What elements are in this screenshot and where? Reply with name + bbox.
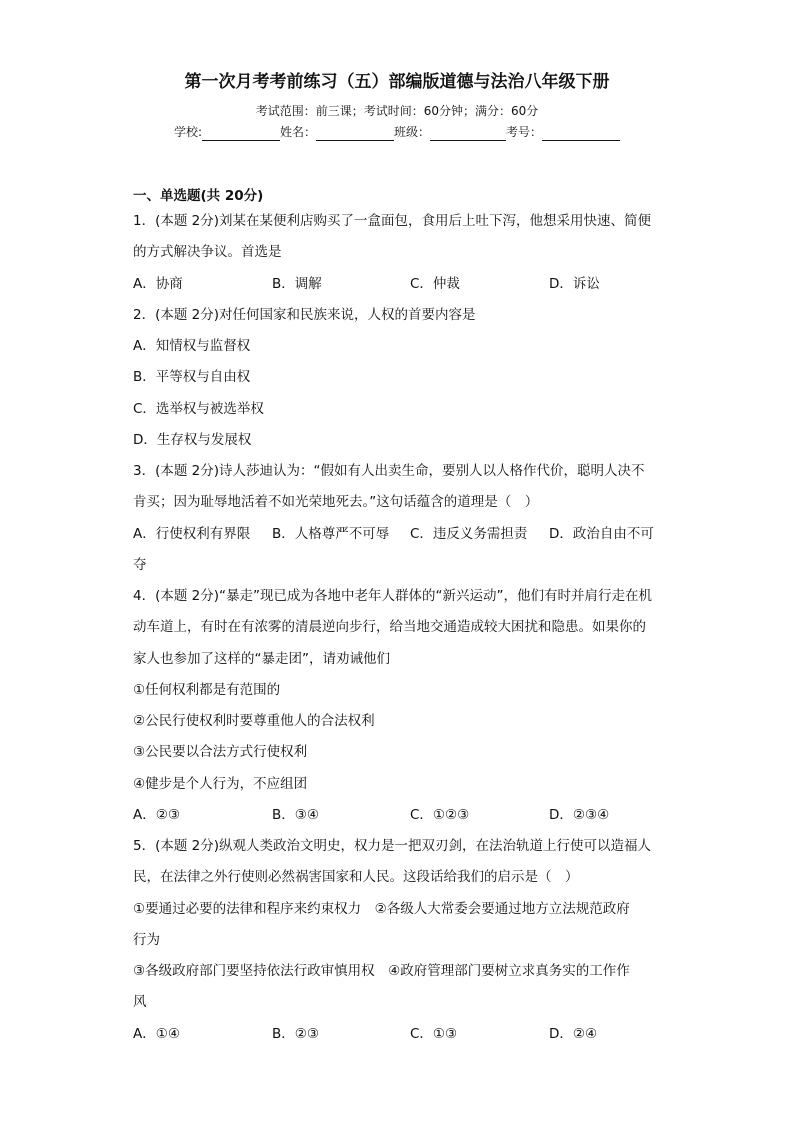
q2-option-a[interactable]: A．知情权与监督权 <box>133 338 251 354</box>
q2-option-c[interactable]: C．选举权与被选举权 <box>133 401 264 417</box>
question-1-line: 1．(本题 2分)刘某在某便利店购买了一盒面包，食用后上吐下泻，他想采用快速、简便 <box>133 213 652 229</box>
student-info-line <box>0 123 794 141</box>
question-1-line: 的方式解决争议。首选是 <box>133 244 282 260</box>
q5-option-a[interactable]: A．①④ <box>133 1026 180 1042</box>
school-blank[interactable] <box>202 126 280 141</box>
question-3-line: 3．(本题 2分)诗人莎迪认为：“假如有人出卖生命，要别人以人格作代价，聪明人决不 <box>133 463 645 479</box>
question-5-statement: 行为 <box>133 932 160 948</box>
q5-option-d[interactable]: D．②④ <box>549 1026 598 1042</box>
number-label: 考号： <box>506 125 543 139</box>
q1-option-c[interactable]: C．仲裁 <box>410 276 460 292</box>
q4-option-b[interactable]: B．③④ <box>272 807 319 823</box>
q3-option-b[interactable]: B．人格尊严不可辱 <box>272 526 390 542</box>
question-4-line: 家人也参加了这样的“暴走团”，请劝诫他们 <box>133 651 390 667</box>
q2-option-d[interactable]: D．生存权与发展权 <box>133 432 252 448</box>
section-heading: 一、单选题(共 20分) <box>133 188 264 204</box>
question-4-line: 动车道上，有时在有浓雾的清晨逆向步行，给当地交通造成较大困扰和隐患。如果你的 <box>133 619 646 635</box>
question-4-statement: ④健步是个人行为，不应组团 <box>133 776 308 792</box>
question-5-line: 民，在法律之外行使则必然祸害国家和人民。这段话给我们的启示是（ ） <box>133 869 579 885</box>
q4-option-d[interactable]: D．②③④ <box>549 807 610 823</box>
question-5-line: 5．(本题 2分)纵观人类政治文明史，权力是一把双刃剑，在法治轨道上行使可以造福人 <box>133 838 652 854</box>
q4-option-a[interactable]: A．②③ <box>133 807 180 823</box>
name-label: 姓名： <box>280 125 317 139</box>
q2-option-b[interactable]: B．平等权与自由权 <box>133 369 251 385</box>
question-5-statement: ③各级政府部门要坚持依法行政审慎用权 ④政府管理部门要树立求真务实的工作作 <box>133 963 630 979</box>
question-5-statement: 风 <box>133 994 147 1010</box>
q3-option-c[interactable]: C．违反义务需担责 <box>410 526 528 542</box>
q3-option-a[interactable]: A．行使权利有界限 <box>133 526 251 542</box>
q3-option-d[interactable]: D．政治自由不可 <box>549 526 654 542</box>
class-label: 班级： <box>394 125 431 139</box>
question-4-statement: ③公民要以合法方式行使权利 <box>133 744 308 760</box>
q5-option-c[interactable]: C．①③ <box>410 1026 458 1042</box>
question-4-line: 4．(本题 2分)“暴走”现已成为各地中老年人群体的“新兴运动”，他们有时并肩行走在机 <box>133 588 652 604</box>
question-5-statement: ①要通过必要的法律和程序来约束权力 ②各级人大常委会要通过地方立法规范政府 <box>133 901 630 917</box>
q4-option-c[interactable]: C．①②③ <box>410 807 470 823</box>
question-3-line: 肯买；因为耻辱地活着不如光荣地死去。”这句话蕴含的道理是（ ） <box>133 494 539 510</box>
q1-option-a[interactable]: A．协商 <box>133 276 183 292</box>
q1-option-b[interactable]: B．调解 <box>272 276 322 292</box>
school-label: 学校: <box>173 125 202 139</box>
q3-option-d-wrap: 夺 <box>133 557 147 573</box>
number-blank[interactable] <box>542 126 620 141</box>
exam-info: 考试范围：前三课；考试时间：60分钟；满分：60分 <box>255 104 539 118</box>
name-blank[interactable] <box>316 126 394 141</box>
question-4-statement: ②公民行使权利时要尊重他人的合法权利 <box>133 713 375 729</box>
q5-option-b[interactable]: B．②③ <box>272 1026 319 1042</box>
page-title: 第一次月考考前练习（五）部编版道德与法治八年级下册 <box>184 72 610 92</box>
class-blank[interactable] <box>430 126 506 141</box>
q1-option-d[interactable]: D．诉讼 <box>549 276 600 292</box>
question-2-line: 2．(本题 2分)对任何国家和民族来说，人权的首要内容是 <box>133 307 476 323</box>
question-4-statement: ①任何权利都是有范围的 <box>133 682 281 698</box>
